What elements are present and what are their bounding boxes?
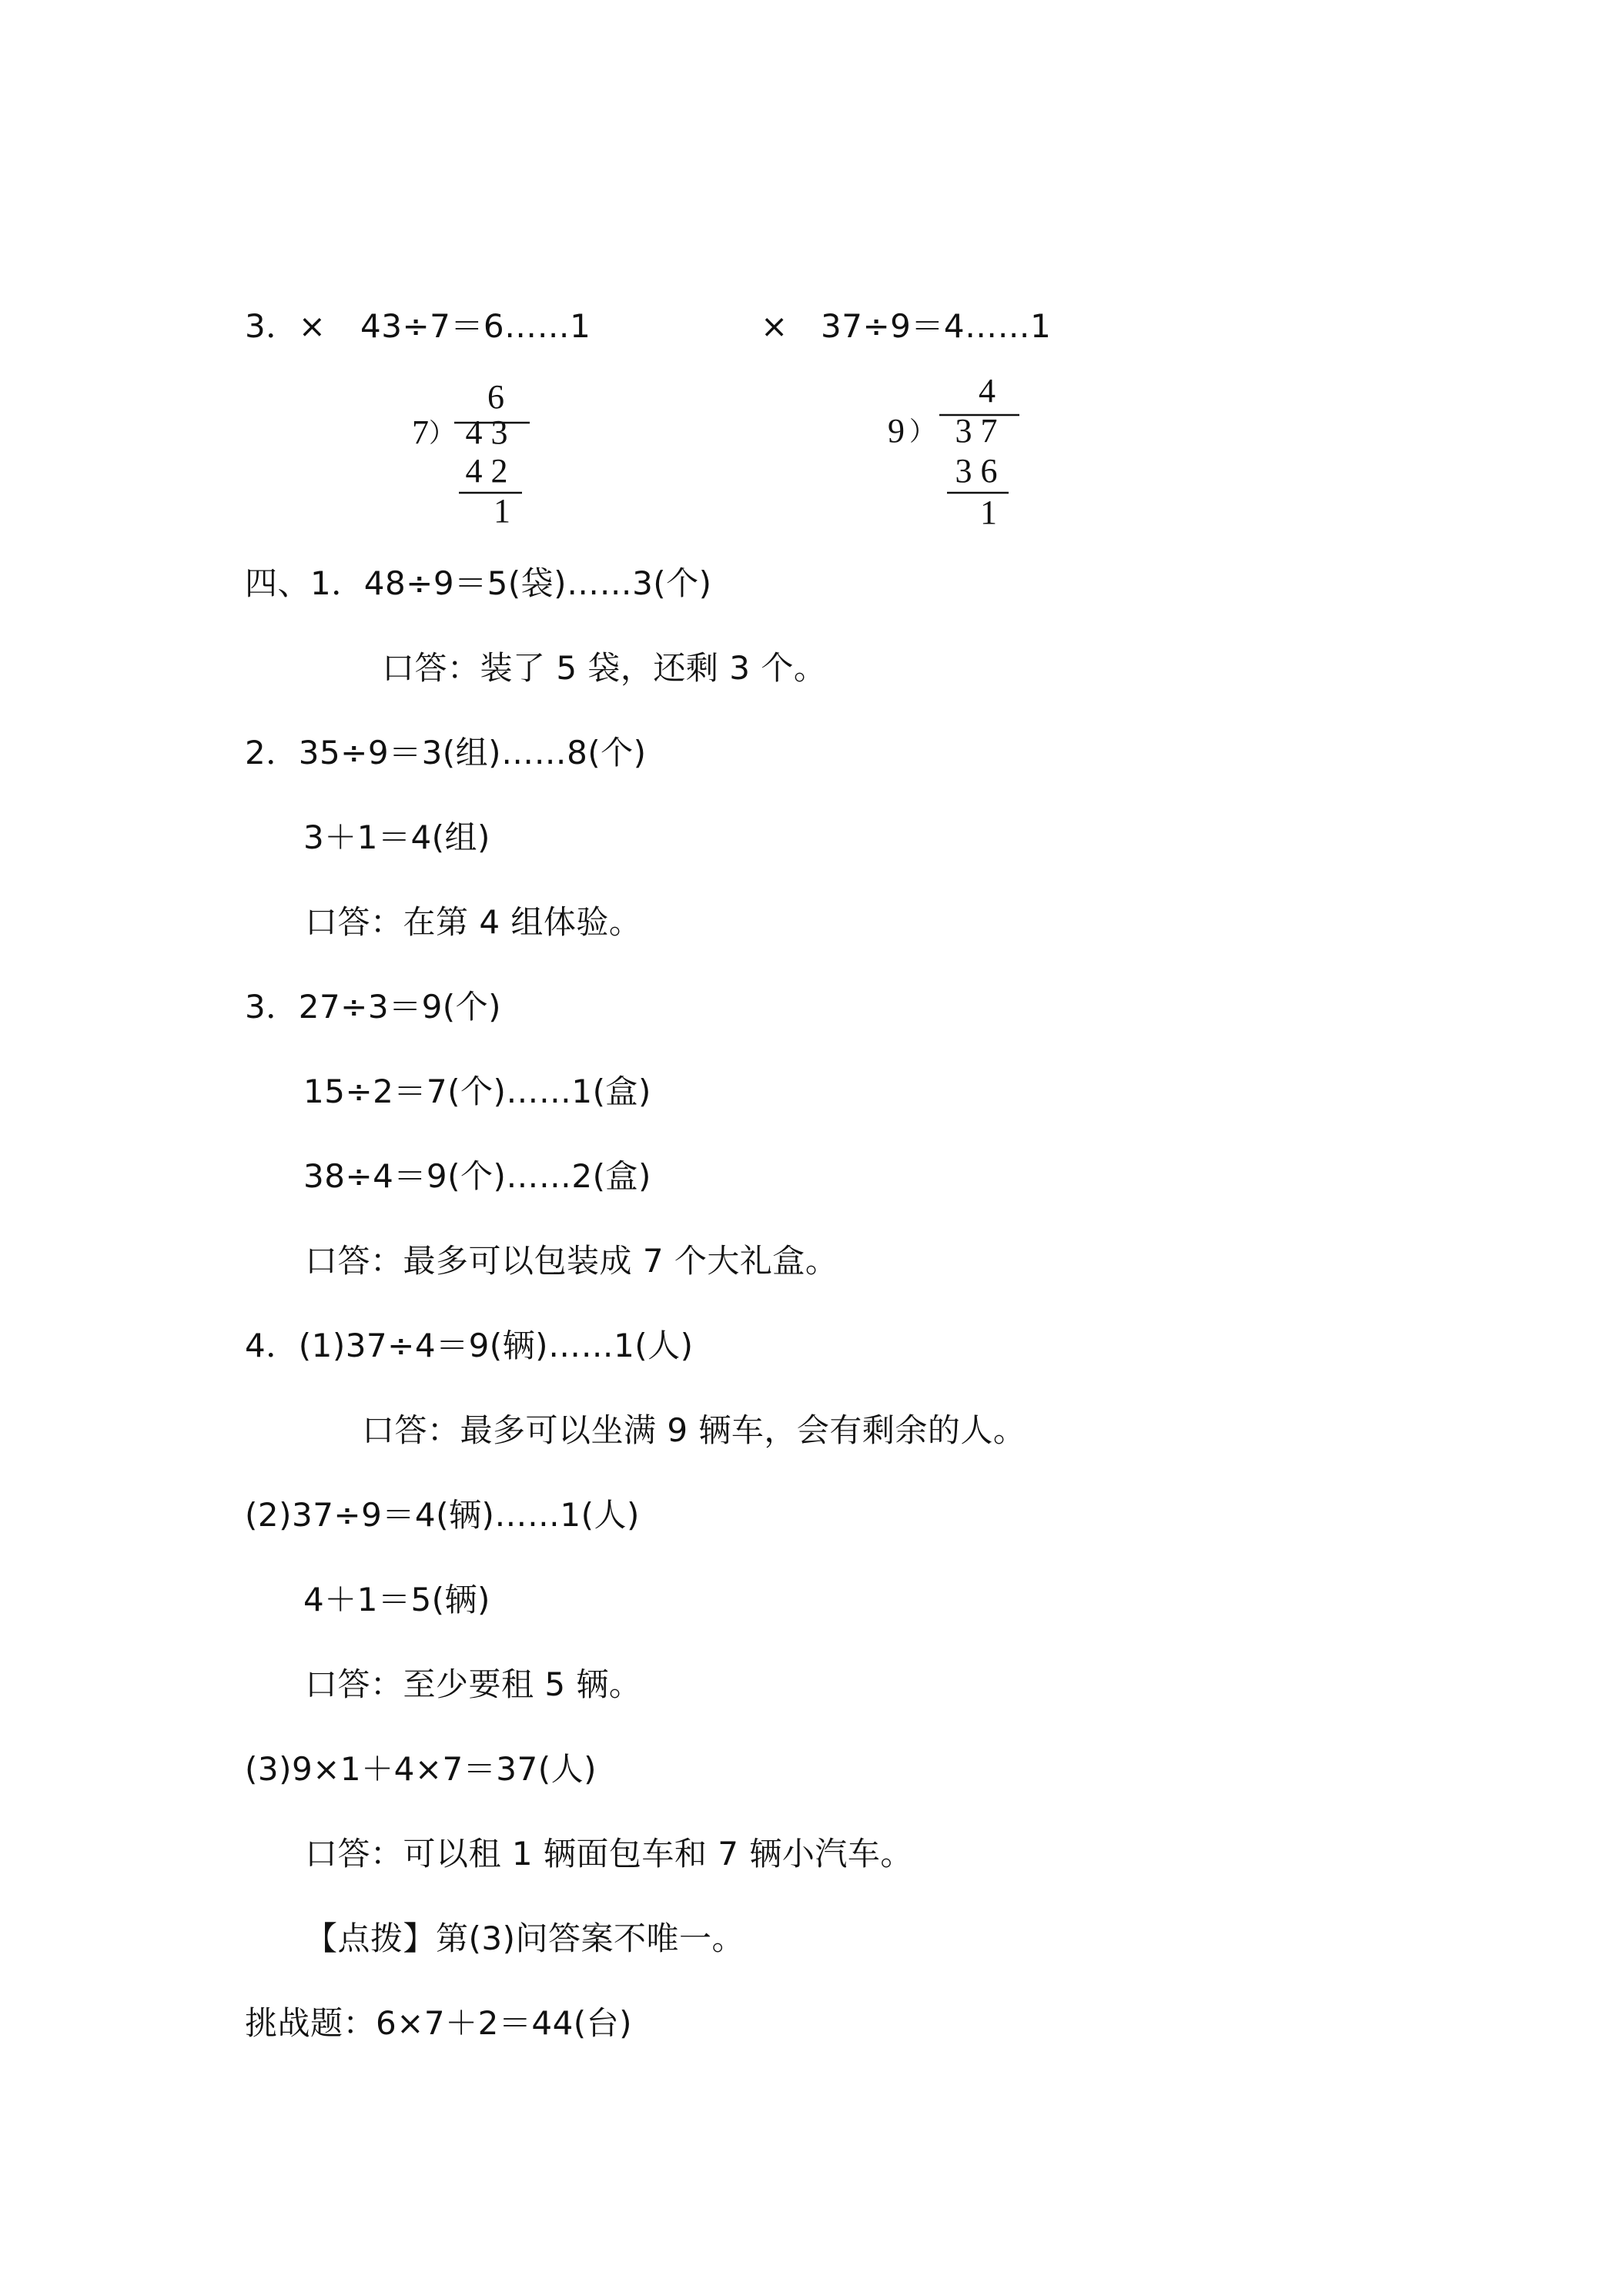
ld2-product: 3 6 [955,452,998,490]
q4-part2-step: 4＋1＝5(辆) [303,1581,490,1618]
ld1-dividend: 4 3 [465,413,508,451]
ld2-dividend: 3 7 [955,412,998,450]
q3-number: 3．× [245,307,326,345]
q3-answer: 口答：最多可以包装成 7 个大礼盒。 [305,1242,838,1280]
ld1-bracket: ） [429,420,455,448]
ld1-divisor: 7 [412,413,429,451]
q3-expression-2: 37÷9＝4……1 [821,307,1052,345]
q2-step: 3＋1＝4(组) [303,818,490,856]
ld1-remainder: 1 [494,492,510,530]
q3-mark-2: × [761,307,788,345]
q4-part1-answer: 口答：最多可以坐满 9 辆车，会有剩余的人。 [362,1411,1026,1449]
section-4-q1-answer: 口答：装了 5 袋，还剩 3 个。 [382,649,827,687]
ld2-quotient: 4 [979,372,996,410]
q4-part3-equation: (3)9×1＋4×7＝37(人) [245,1750,597,1788]
q4-tip: 【点拨】第(3)问答案不唯一。 [305,1919,745,1957]
ld2-remainder: 1 [980,494,997,531]
q3-equation: 3．27÷3＝9(个) [245,988,502,1026]
challenge-equation: 挑战题：6×7＋2＝44(台) [245,2004,633,2042]
q2-answer: 口答：在第 4 组体验。 [305,903,642,941]
section-4-q1-equation: 四、1．48÷9＝5(袋)……3(个) [245,564,712,602]
ld2-divisor: 9 [888,412,905,450]
ld2-bracket: ） [909,418,935,447]
long-division-2 [873,365,1042,537]
q4-part2-answer: 口答：至少要租 5 辆。 [305,1665,642,1703]
q3-step-2: 38÷4＝9(个)……2(盒) [303,1157,651,1195]
ld1-quotient: 6 [487,378,504,416]
q4-part1-equation: 4．(1)37÷4＝9(辆)……1(人) [245,1327,694,1364]
q2-equation: 2．35÷9＝3(组)……8(个) [245,734,647,771]
q4-part3-answer: 口答：可以租 1 辆面包车和 7 辆小汽车。 [305,1835,913,1873]
q3-step-1: 15÷2＝7(个)……1(盒) [303,1073,651,1110]
ld1-product: 4 2 [465,452,508,490]
q4-part2-equation: (2)37÷9＝4(辆)……1(人) [245,1496,640,1534]
q3-expression-1: 43÷7＝6……1 [360,307,591,345]
long-division-1 [400,377,554,534]
